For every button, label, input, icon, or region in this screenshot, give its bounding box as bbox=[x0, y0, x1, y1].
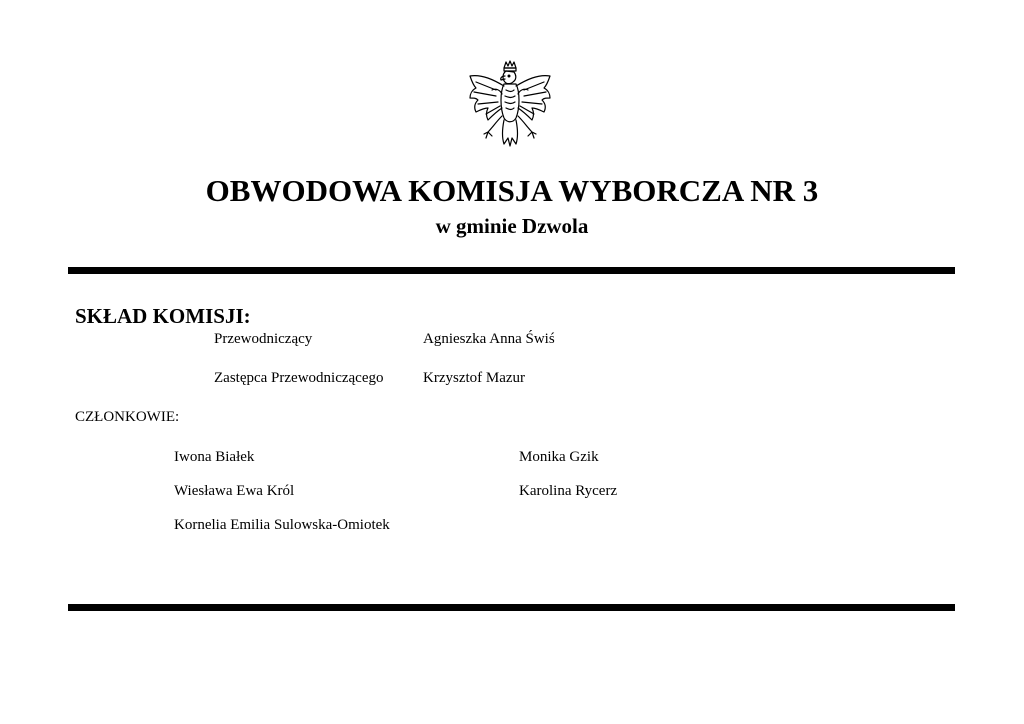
bottom-divider bbox=[68, 604, 955, 611]
role-label-chair: Przewodniczący bbox=[214, 331, 313, 347]
role-name-deputy-chair: Krzysztof Mazur bbox=[423, 370, 526, 386]
role-name-chair: Agnieszka Anna Świś bbox=[423, 331, 555, 347]
commission-subtitle: w gminie Dzwola bbox=[435, 214, 589, 238]
member-name: Monika Gzik bbox=[519, 449, 599, 465]
role-label-deputy-chair: Zastępca Przewodniczącego bbox=[214, 370, 384, 386]
composition-heading: SKŁAD KOMISJI: bbox=[75, 304, 251, 328]
commission-title: OBWODOWA KOMISJA WYBORCZA NR 3 bbox=[205, 173, 819, 208]
member-name: Kornelia Emilia Sulowska-Omiotek bbox=[174, 517, 390, 533]
eagle-emblem-icon bbox=[462, 60, 558, 160]
members-heading: CZŁONKOWIE: bbox=[75, 409, 180, 425]
member-name: Wiesława Ewa Król bbox=[174, 483, 295, 499]
member-name: Karolina Rycerz bbox=[519, 483, 618, 499]
member-name: Iwona Białek bbox=[174, 449, 255, 465]
top-divider bbox=[68, 267, 955, 274]
